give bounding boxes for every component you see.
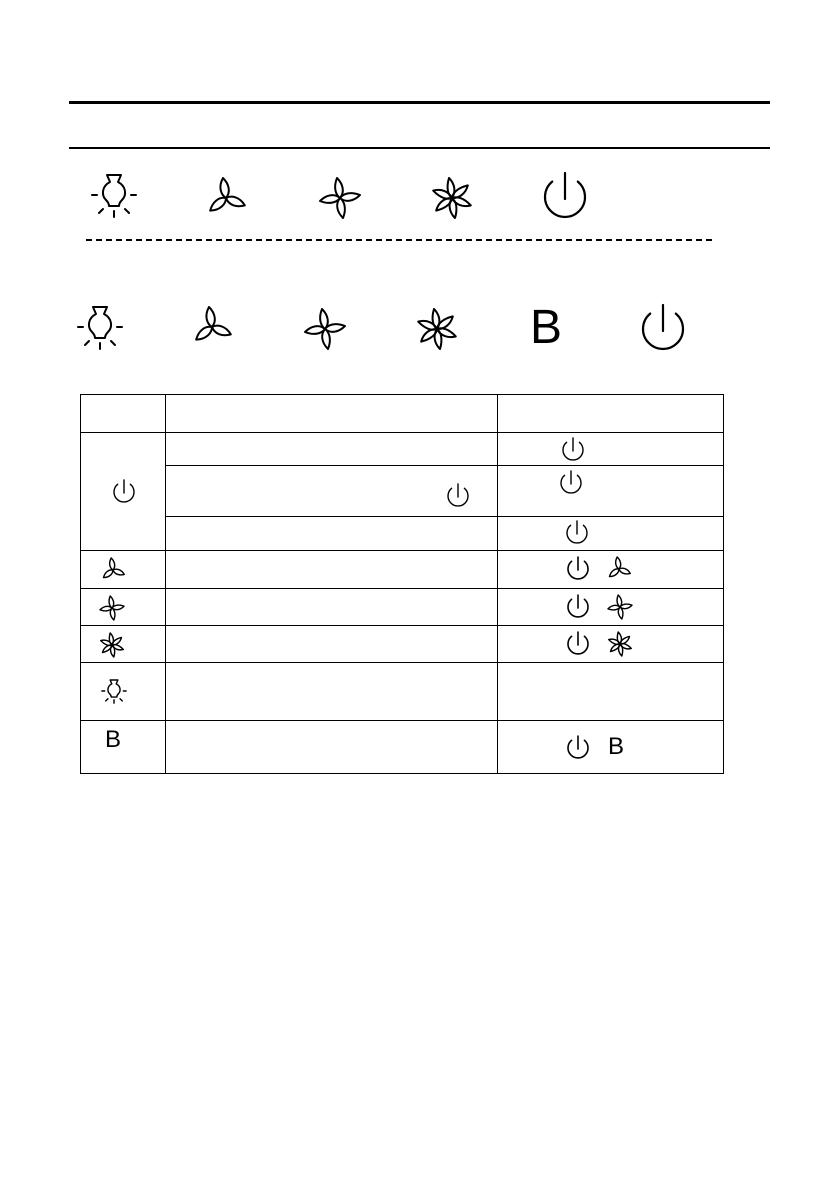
table-row <box>81 551 724 589</box>
description-cell <box>166 721 498 774</box>
power-icon <box>566 556 590 582</box>
power-icon <box>566 594 590 620</box>
light-icon <box>101 677 127 705</box>
power-icon <box>560 471 582 495</box>
operation-cell <box>498 517 724 551</box>
description-cell <box>166 663 498 721</box>
description-cell <box>166 433 498 466</box>
table-row <box>81 433 724 466</box>
table-row <box>81 626 724 663</box>
table-row <box>81 589 724 626</box>
power-icon[interactable] <box>638 304 688 354</box>
fan-speed-1-icon[interactable] <box>202 176 250 220</box>
fan-speed-1-icon <box>604 556 634 582</box>
description-cell <box>166 466 498 517</box>
description-cell <box>166 517 498 551</box>
light-icon[interactable] <box>76 302 124 352</box>
power-icon[interactable] <box>541 172 589 222</box>
power-icon <box>112 479 136 505</box>
fan-speed-2-icon <box>98 594 126 622</box>
table-header-row <box>81 395 724 433</box>
description-cell <box>166 551 498 589</box>
operation-cell <box>498 589 724 626</box>
power-icon <box>566 735 590 761</box>
operation-cell <box>498 626 724 663</box>
light-icon[interactable] <box>92 172 136 218</box>
description-cell <box>166 626 498 663</box>
key-cell <box>81 721 166 774</box>
fan-speed-3-icon[interactable] <box>428 174 476 222</box>
fan-speed-2-icon <box>606 593 634 621</box>
power-icon <box>566 521 588 545</box>
key-cell <box>81 663 166 721</box>
header-rule <box>69 147 770 149</box>
fan-speed-3-icon[interactable] <box>412 304 462 354</box>
power-icon <box>562 438 584 462</box>
header-cell <box>166 395 498 433</box>
top-rule <box>69 101 770 104</box>
header-cell <box>81 395 166 433</box>
power-icon <box>447 484 469 508</box>
fan-speed-3-icon <box>98 631 126 659</box>
fan-speed-3-icon <box>606 630 634 658</box>
operation-cell <box>498 663 724 721</box>
power-icon <box>566 631 590 657</box>
dashed-divider <box>86 239 712 241</box>
description-cell <box>166 589 498 626</box>
operation-cell <box>498 721 724 774</box>
table-row <box>81 517 724 551</box>
function-table <box>80 394 724 774</box>
operation-cell <box>498 466 724 517</box>
fan-speed-2-icon[interactable] <box>300 304 350 354</box>
boost-label: B <box>105 726 122 753</box>
key-cell <box>81 433 166 551</box>
header-cell <box>498 395 724 433</box>
boost-label: B <box>608 733 625 760</box>
fan-speed-1-icon <box>98 557 128 583</box>
operation-cell <box>498 551 724 589</box>
key-cell <box>81 589 166 626</box>
table-row <box>81 721 724 774</box>
key-cell <box>81 626 166 663</box>
key-cell <box>81 551 166 589</box>
table-row <box>81 466 724 517</box>
operation-cell <box>498 433 724 466</box>
fan-speed-2-icon[interactable] <box>316 174 364 222</box>
fan-speed-1-icon[interactable] <box>186 304 238 350</box>
table-row <box>81 663 724 721</box>
boost-button[interactable]: B <box>530 301 563 354</box>
